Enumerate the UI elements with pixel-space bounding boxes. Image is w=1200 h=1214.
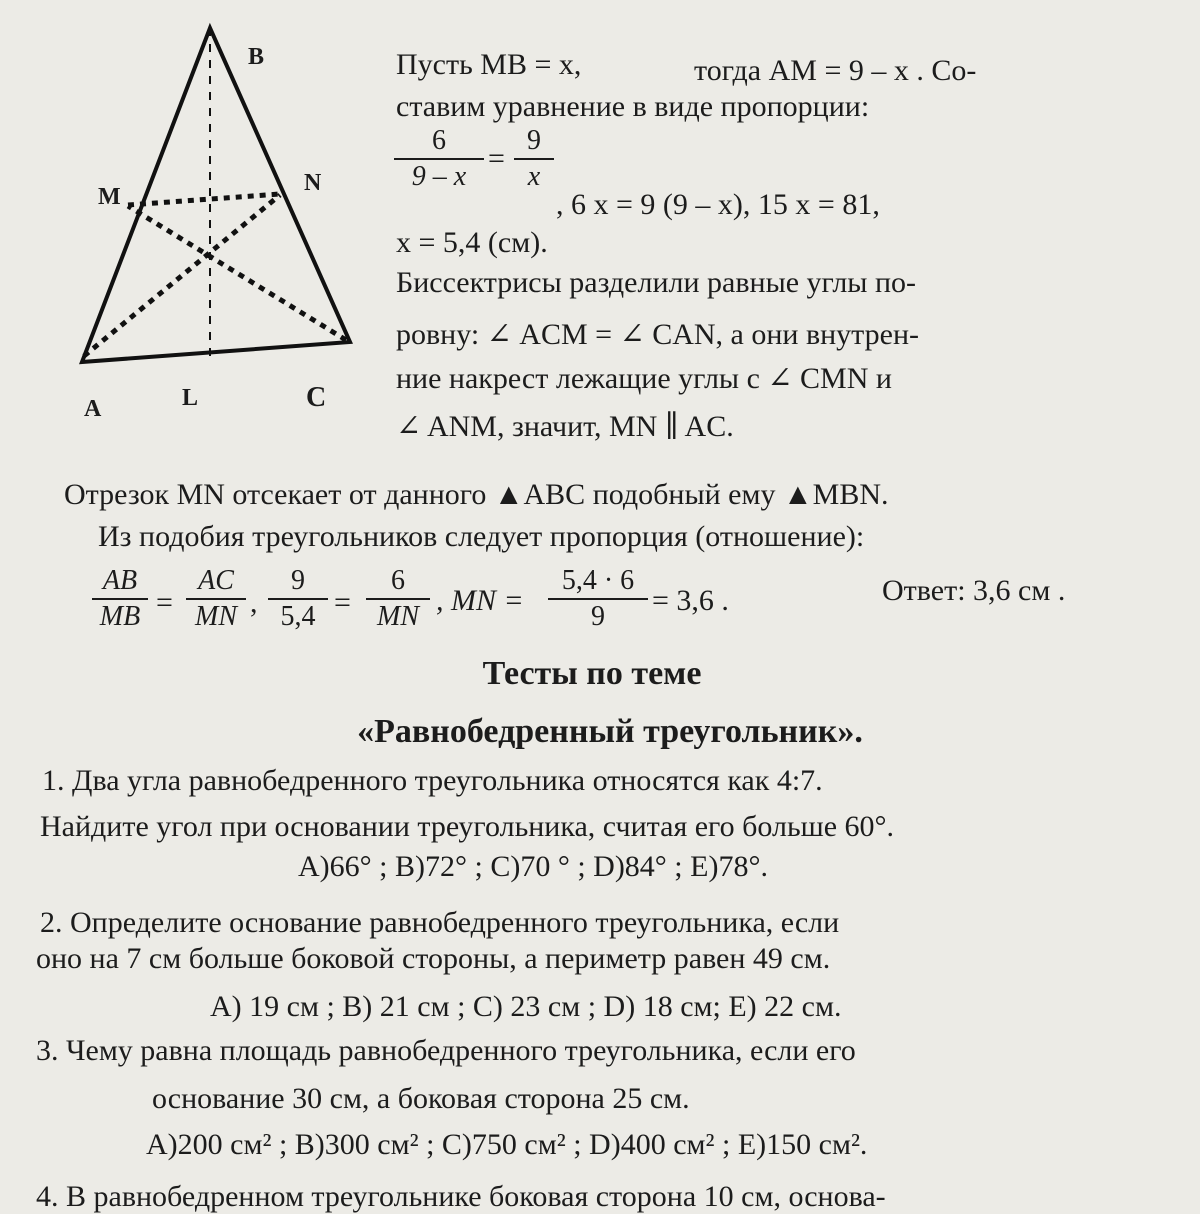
question-4-partial: 4. В равнобедренном треугольнике боковая сторона 10 см, основа- bbox=[36, 1180, 886, 1213]
solution-line-5: Биссектрисы разделили равные углы по- bbox=[396, 266, 916, 299]
proportion-result: = 3,6 . bbox=[652, 584, 729, 617]
solution-line-7: ние накрест лежащие углы с ∠ CMN и bbox=[396, 362, 892, 395]
vertex-label-b: B bbox=[248, 44, 265, 70]
proportion-eq-2: = bbox=[334, 586, 351, 619]
fraction-9-54: $\frac{9}{5,4}$ bbox=[268, 566, 328, 632]
proportion-eq-1: = bbox=[156, 586, 173, 619]
segment-mn bbox=[128, 194, 280, 205]
question-1-answers: A)66° ; B)72° ; C)70 ° ; D)84° ; E)78°. bbox=[298, 850, 768, 883]
fraction-ac-mn: $\frac{AC}{MN}$ bbox=[186, 566, 246, 632]
solution-line-10: Из подобия треугольников следует пропорция (отношение): bbox=[98, 520, 865, 553]
question-2-line-2: оно на 7 см больше боковой стороны, а периметр равен 49 см. bbox=[36, 942, 831, 975]
question-2-answers: A) 19 см ; B) 21 см ; C) 23 см ; D) 18 см; E) 22 см. bbox=[210, 990, 842, 1023]
question-1-line-1: 1. Два угла равнобедренного треугольника относятся как 4:7. bbox=[42, 764, 823, 797]
solution-line-6: ровну: ∠ ACM = ∠ CAN, а они внутрен- bbox=[396, 318, 920, 351]
bisector-cm bbox=[128, 206, 346, 340]
vertex-label-l: L bbox=[182, 385, 199, 411]
tests-title-2: «Равнобедренный треугольник». bbox=[357, 713, 863, 750]
fraction-result: $\frac{5,4 \cdot 6}{9}$ bbox=[548, 566, 648, 632]
solution-line-1a: Пусть MB = x, bbox=[396, 48, 582, 81]
tests-title-1: Тесты по теме bbox=[482, 655, 702, 692]
question-3-line-2: основание 30 см, а боковая сторона 25 см. bbox=[152, 1082, 690, 1115]
question-3-answers: A)200 см² ; B)300 см² ; C)750 см² ; D)400 см² ; E)150 см². bbox=[146, 1128, 868, 1161]
solution-line-8: ∠ ANM, значит, MN ∥ AC. bbox=[396, 410, 734, 443]
solution-line-3: , 6 x = 9 (9 – x), 15 x = 81, bbox=[556, 188, 880, 221]
fraction-9-over-x: $\frac{9}{x}$ bbox=[514, 126, 554, 192]
vertex-label-m: M bbox=[98, 184, 121, 210]
fraction-6-mn: $\frac{6}{MN}$ bbox=[366, 566, 430, 632]
question-2-line-1: 2. Определите основание равнобедренного треугольника, если bbox=[40, 906, 840, 939]
fraction-6-over-9-x: $\frac{6}{9 - x}$ bbox=[394, 126, 484, 192]
fraction-ab-mb: $\frac{AB}{MB}$ bbox=[92, 566, 148, 632]
vertex-label-c: C bbox=[306, 382, 327, 413]
solution-line-1b: тогда AM = 9 – x . Со- bbox=[694, 54, 977, 87]
answer-text: Ответ: 3,6 см . bbox=[882, 574, 1066, 607]
question-1-line-2: Найдите угол при основании треугольника, считая его больше 60°. bbox=[40, 810, 895, 843]
proportion-mn-label: , MN = bbox=[436, 584, 524, 617]
vertex-label-a: A bbox=[84, 396, 102, 422]
equals-sign: = bbox=[488, 142, 505, 175]
proportion-comma: , bbox=[250, 586, 258, 619]
question-3-line-1: 3. Чему равна площадь равнобедренного треугольника, если его bbox=[36, 1034, 856, 1067]
triangle-diagram bbox=[70, 20, 390, 440]
solution-line-2: ставим уравнение в виде пропорции: bbox=[396, 90, 870, 123]
solution-line-4: x = 5,4 (см). bbox=[396, 226, 548, 259]
solution-line-9: Отрезок MN отсекает от данного ▲ABC подобный ему ▲MBN. bbox=[64, 478, 889, 511]
vertex-label-n: N bbox=[304, 170, 322, 196]
